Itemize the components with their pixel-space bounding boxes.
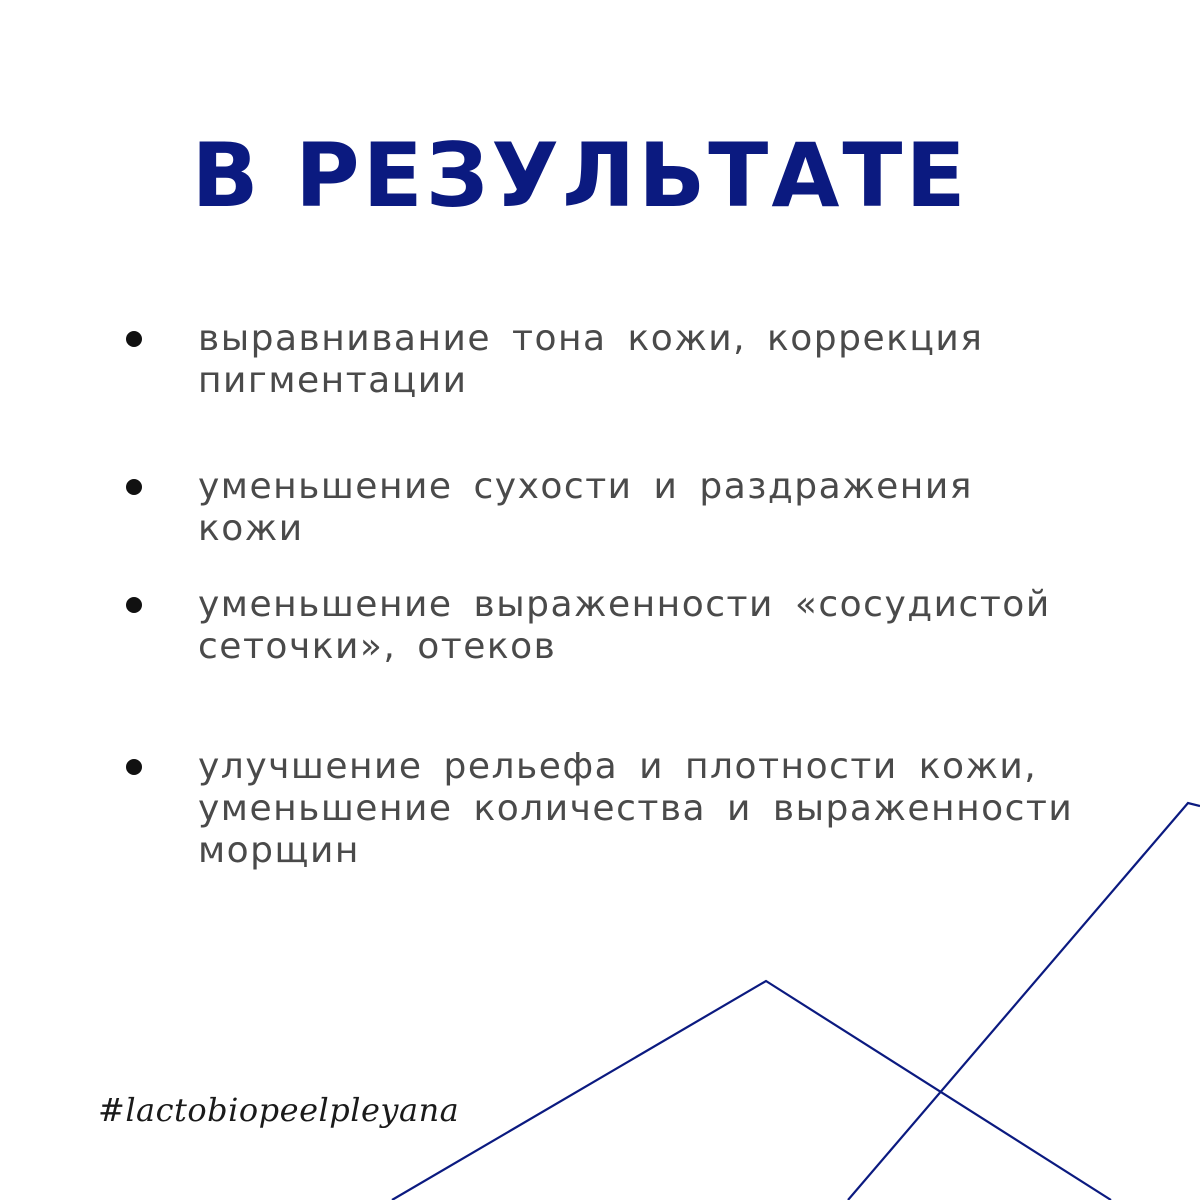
list-item-text: уменьшение сухости и раздражения кожи [198,466,973,549]
bullet-icon [126,597,142,613]
list-item-text: улучшение рельефа и плотности кожи, уменьшение количества и выраженности морщин [198,746,1074,871]
list-item-text: выравнивание тона кожи, коррекция пигментации [198,318,984,401]
bullet-icon [126,331,142,347]
list-item [198,318,1078,402]
page-title: В РЕЗУЛЬТАТЕ [191,124,969,227]
hashtag-signature: #lactobiopeelpleyana [98,1091,460,1129]
list-item [198,466,1078,550]
bullet-icon [126,479,142,495]
bullet-icon [126,759,142,775]
list-item [198,746,1078,872]
list-item [198,584,1078,668]
list-item-text: уменьшение выраженности «сосудистой сеточки», отеков [198,584,1051,667]
